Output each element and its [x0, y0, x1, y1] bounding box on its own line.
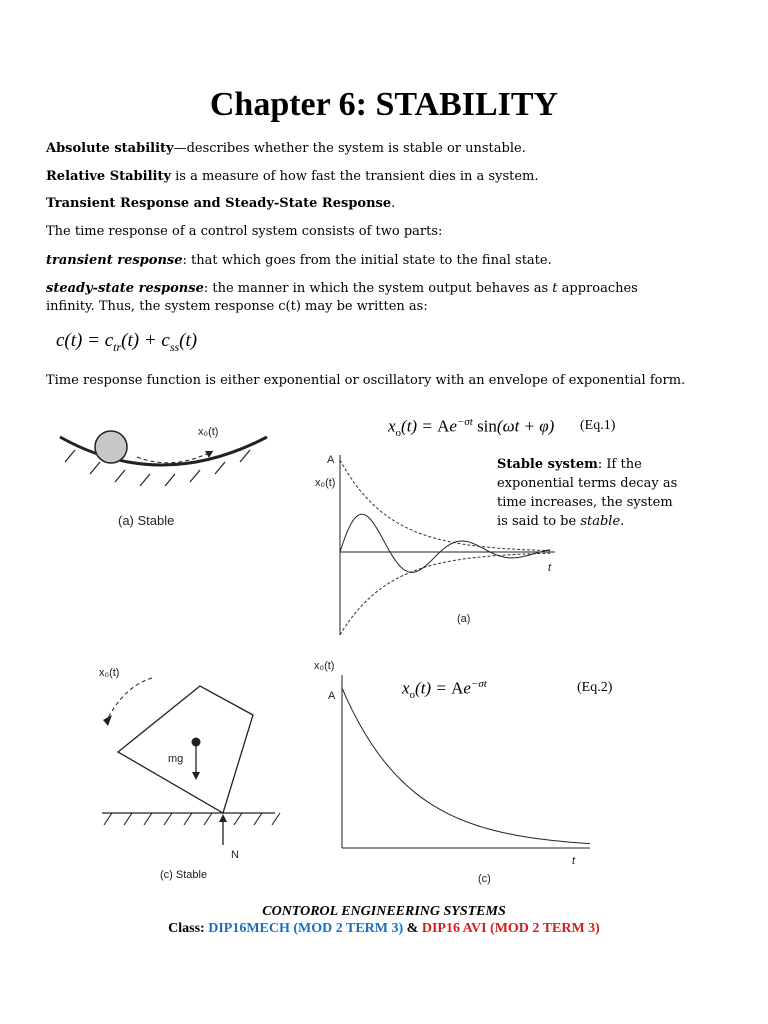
rotation-arrow: [108, 678, 152, 718]
transient-response-text: : that which goes from the initial state to the final state.: [182, 253, 552, 268]
transient-heading-line: [46, 195, 726, 213]
class-mech: DIP16MECH (MOD 2 TERM 3): [208, 921, 404, 936]
steady-state-line: [46, 280, 726, 298]
tilting-block-figure: [90, 660, 290, 855]
bottom-right-y-top: A: [328, 690, 336, 702]
block: [118, 686, 253, 813]
center-of-mass: [192, 738, 201, 747]
class-amp: &: [403, 921, 422, 936]
exponential-response-plot: [320, 660, 600, 860]
steady-state-label: steady-state response: [46, 281, 204, 296]
top-left-caption: (a) Stable: [118, 513, 175, 528]
stable-system-label: Stable system: [497, 457, 598, 472]
mg-label: mg: [168, 753, 184, 765]
parts-line: The time response of a control system consists of two parts:: [46, 224, 443, 239]
response-equation: $c(t) = c_{tr}(t) + c_{ss}(t)$: [56, 330, 198, 354]
transient-heading-end: .: [391, 196, 396, 211]
relative-stability-label: Relative Stability: [46, 169, 172, 184]
relative-stability-text: is a measure of how fast the transient dies in a system.: [171, 169, 539, 184]
absolute-stability-text: —describes whether the system is stable or unstable.: [173, 141, 526, 156]
top-right-caption: (a): [457, 613, 471, 625]
equation-2: $x_o(t) = Ae^{-\sigma t}$: [402, 678, 487, 702]
steady-state-line-2: infinity. Thus, the system response c(t) may be written as:: [46, 299, 428, 314]
course-title: CONTOROL ENGINEERING SYSTEMS: [262, 904, 506, 919]
normal-force-label: N: [231, 849, 239, 861]
bottom-left-caption: (c) Stable: [160, 869, 208, 881]
top-right-y-label: x₀(t): [315, 477, 336, 489]
top-right-y-top: A: [327, 454, 335, 466]
ball: [95, 431, 127, 463]
class-avi: DIP16 AVI (MOD 2 TERM 3): [421, 921, 600, 936]
top-left-var-label: x₀(t): [198, 426, 219, 438]
absolute-stability-label: Absolute stability: [46, 141, 174, 156]
bottom-left-var-label: x₀(t): [99, 667, 120, 679]
class-label: Class:: [168, 921, 209, 936]
equation-1-label: (Eq.1): [580, 418, 616, 433]
equation-1: $x_o(t) = Ae^{-\sigma t}$ sin(ωt + φ): [388, 416, 555, 440]
equation-2-label: (Eq.2): [577, 680, 613, 695]
transient-heading: Transient Response and Steady-State Response: [46, 196, 392, 211]
steady-state-t: t: [552, 281, 558, 296]
stable-note-line4-italic: stable: [580, 514, 621, 529]
relative-stability-line: [46, 168, 726, 186]
stable-note-line4-end: .: [620, 514, 625, 529]
bottom-right-caption: (c): [478, 873, 491, 885]
steady-state-text-1: : the manner in which the system output behaves as: [203, 281, 553, 296]
transient-response-line: [46, 252, 726, 270]
exponential-curve: [342, 688, 590, 844]
class-line: [0, 921, 768, 937]
stable-note-line3: time increases, the system: [497, 495, 673, 510]
transient-response-label: transient response: [46, 253, 183, 268]
time-response-line: Time response function is either exponential or oscillatory with an envelope of exponential form.: [46, 373, 686, 388]
normal-force-arrow-head: [219, 814, 227, 822]
bottom-right-x-label: t: [572, 855, 576, 867]
bottom-right-y-label: x₀(t): [314, 660, 335, 672]
steady-state-text-2: approaches: [557, 281, 638, 296]
page-title: Chapter 6: STABILITY: [209, 86, 559, 123]
stable-note-line4-pre: is said to be: [497, 514, 581, 529]
ground-hatching-bottom: [104, 813, 280, 825]
absolute-stability-line: [46, 140, 726, 158]
stable-note-line2: exponential terms decay as: [497, 476, 678, 491]
rotation-arrow-head: [103, 715, 112, 726]
stable-note-line1: : If the: [597, 457, 642, 472]
stable-system-note: [497, 455, 717, 531]
gravity-arrow-head: [192, 772, 200, 780]
top-right-x-label: t: [548, 562, 552, 574]
lower-envelope: [340, 553, 550, 635]
bowl-curve: [60, 437, 267, 465]
